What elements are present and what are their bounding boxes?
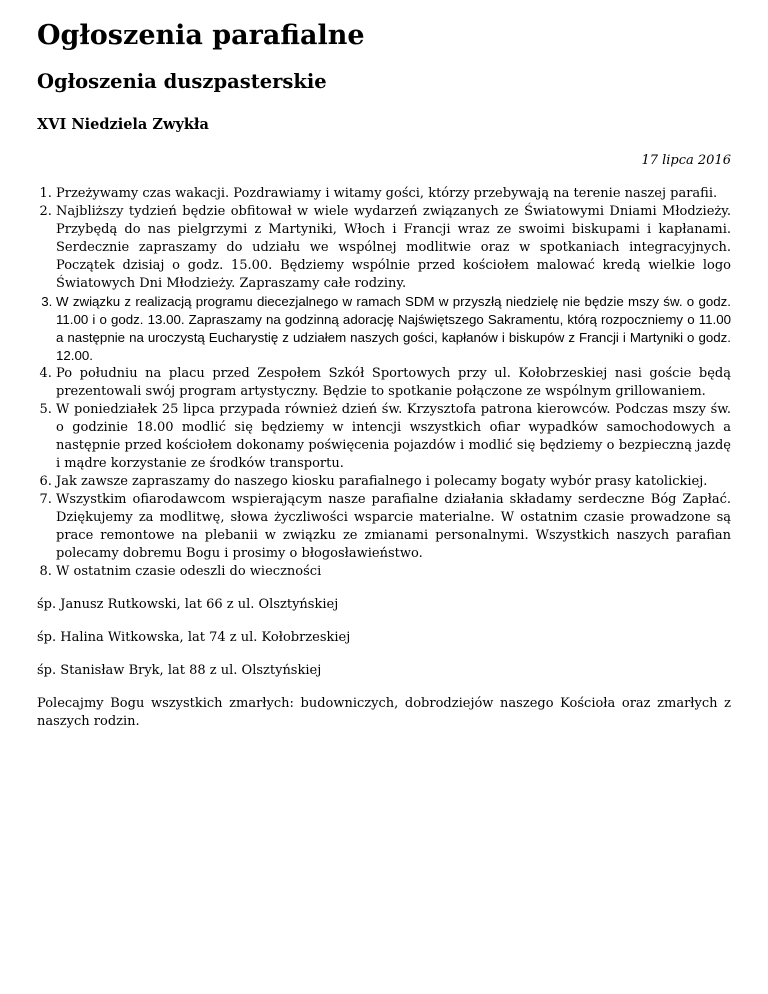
sunday-heading: XVI Niedziela Zwykła: [37, 116, 209, 133]
closing-paragraph: Polecajmy Bogu wszystkich zmarłych: budowniczych, dobrodziejów naszego Kościoła oraz zmarłych z naszych rodzin.: [37, 696, 731, 729]
list-item: 4. Po południu na placu przed Zespołem Szkół Sportowych przy ul. Kołobrzeskiej nasi goście będą prezentowali swój program artystyczny. Będzie to spotkanie połączone ze wspólnym grillowaniem.: [56, 365, 731, 401]
list-item: 2. Najbliższy tydzień będzie obfitował w wiele wydarzeń związanych ze Światowymi Dniami Młodzieży. Przybędą do nas pielgrzymi z Martyniki, Włoch i Francji wraz ze swoimi biskupami i kapłanami. Serdecznie zapraszamy do udziału we wspólnej modlitwie oraz w spotkaniach integracyjnych. Początek dzisiaj o godz. 15.00. Będziemy wspólnie przed kościołem malować kredą wielkie logo Światowych Dni Młodzieży. Zapraszamy całe rodziny.: [56, 203, 731, 293]
list-item: 6. Jak zawsze zapraszamy do naszego kiosku parafialnego i polecamy bogaty wybór prasy katolickiej.: [56, 473, 731, 491]
page-title: Ogłoszenia parafialne: [37, 20, 365, 51]
announcement-list: [37, 185, 731, 581]
list-item: 3. W związku z realizacją programu diecezjalnego w ramach SDM w przyszłą niedzielę nie będzie mszy św. o godz. 11.00 i o godz. 13.00. Zapraszamy na godzinną adorację Najświętszego Sakramentu, którą rozpoczniemy o 11.00 a następnie na uroczystą Eucharystię z udziałem naszych gości, kapłanów i biskupów z Francji i Martyniki o godz. 12.00.: [56, 293, 731, 365]
list-item: 1. Przeżywamy czas wakacji. Pozdrawiamy i witamy gości, którzy przebywają na terenie naszej parafii.: [56, 185, 731, 203]
list-item: 5. W poniedziałek 25 lipca przypada również dzień św. Krzysztofa patrona kierowców. Podczas mszy św. o godzinie 18.00 modlić się będziemy w intencji wszystkich ofiar wypadków samochodowych a następnie przed kościołem dokonamy poświęcenia pojazdów i modlić się będziemy o bezpieczną jazdę i mądre korzystanie ze środków transportu.: [56, 401, 731, 473]
list-item: 7. Wszystkim ofiarodawcom wspierającym nasze parafialne działania składamy serdeczne Bóg Zapłać. Dziękujemy za modlitwę, słowa życzliwości wsparcie materialne. W ostatnim czasie prowadzone są prace remontowe na plebanii w związku ze zmianami personalnymi. Wszystkich naszych parafian polecamy dobremu Bogu i prosimy o błogosławieństwo.: [56, 491, 731, 563]
page-subtitle: Ogłoszenia duszpasterskie: [37, 70, 327, 93]
deceased-entry: śp. Stanisław Bryk, lat 88 z ul. Olsztyńskiej: [37, 663, 322, 678]
list-item: 8. W ostatnim czasie odeszli do wieczności: [56, 563, 731, 581]
announcement-date: 17 lipca 2016: [641, 153, 731, 168]
deceased-entry: śp. Janusz Rutkowski, lat 66 z ul. Olsztyńskiej: [37, 597, 339, 612]
deceased-entry: śp. Halina Witkowska, lat 74 z ul. Kołobrzeskiej: [37, 630, 351, 645]
